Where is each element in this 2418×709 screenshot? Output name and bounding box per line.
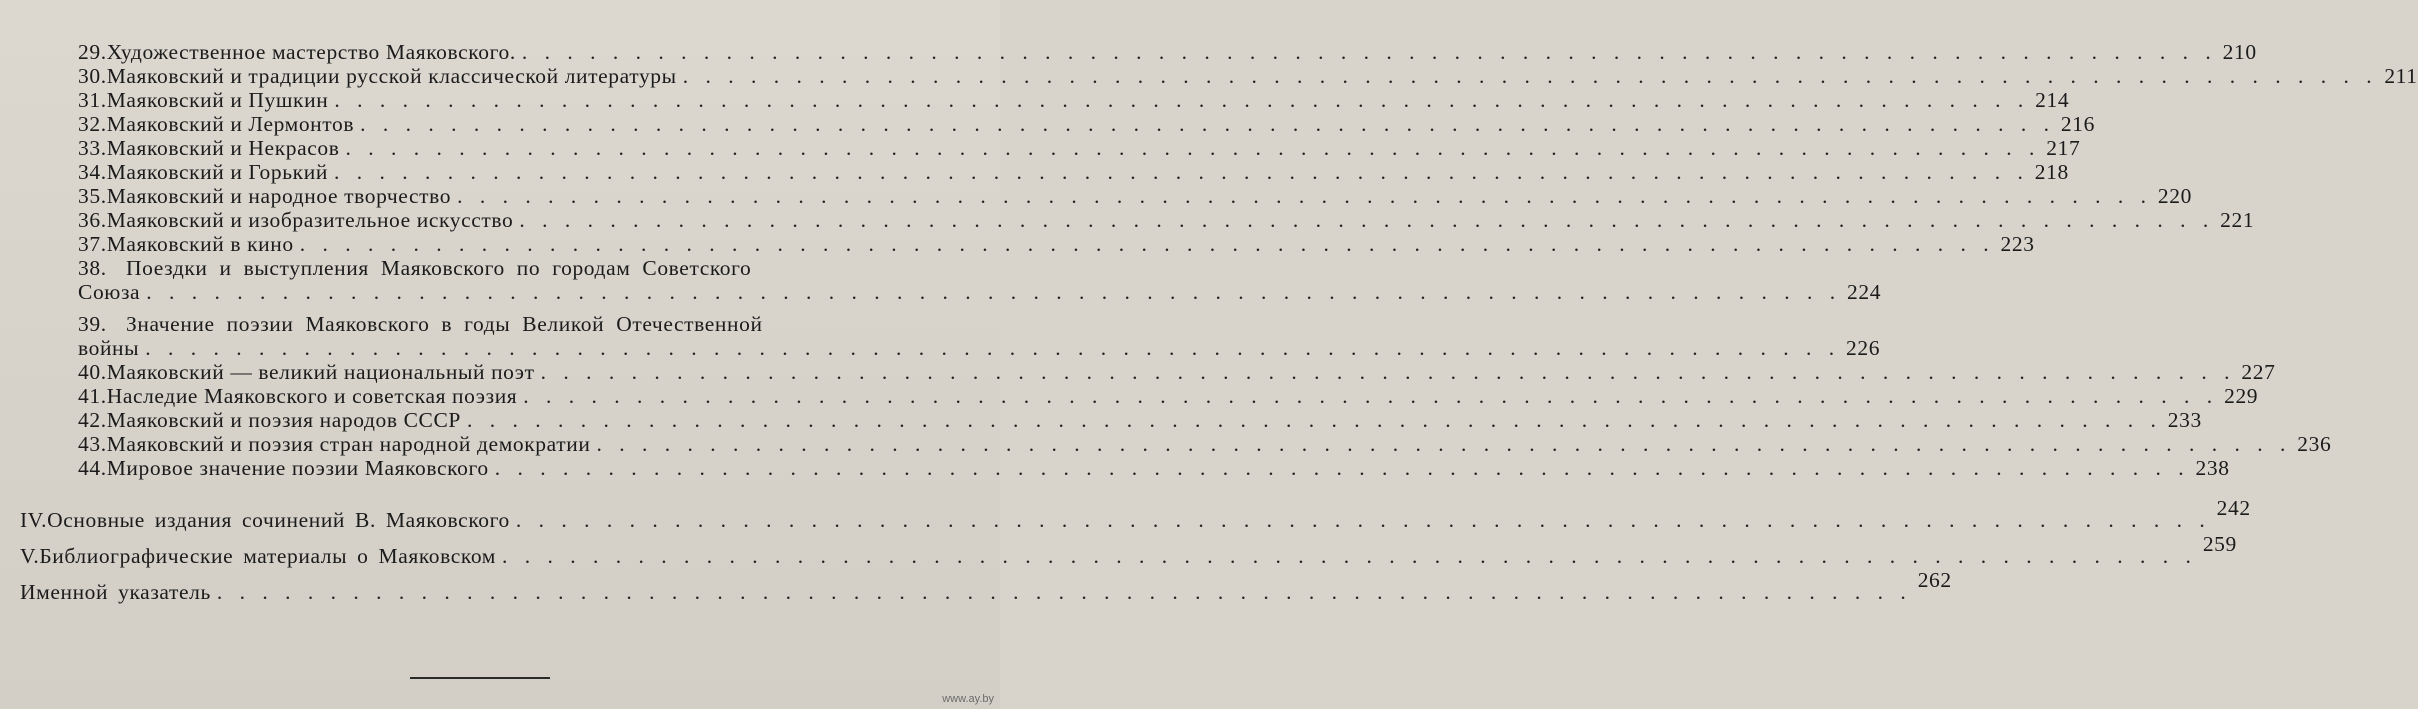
section-page-number: 242	[2216, 496, 2251, 520]
toc-entry	[78, 232, 2035, 256]
entry-page-number: 210	[2222, 40, 2257, 64]
toc-entry-line1	[78, 256, 910, 280]
leader-dots: . . . . . . . . . . . . . . . . . . . . . . . . . . . . . . . . . . . . . . . . . . . . . . . . . . . . . . . . . . . . . . . . . . . . . . . . . . .	[299, 232, 1995, 256]
entry-number: 44.	[78, 456, 107, 480]
leader-dots: . . . . . . . . . . . . . . . . . . . . . . . . . . . . . . . . . . . . . . . . . . . . . . . . . . . . . . . . . . . . . . . . . . . . . . . . . . .	[216, 580, 1912, 604]
toc-entry-line1	[78, 312, 910, 336]
entry-title: Маяковский и Некрасов	[106, 136, 340, 160]
entry-page-number: 216	[2060, 112, 2095, 136]
toc-entry	[78, 280, 1882, 304]
leader-dots: . . . . . . . . . . . . . . . . . . . . . . . . . . . . . . . . . . . . . . . . . . . . . . . . . . . . . . . . . . . . . . . . . . . . . . . . . . .	[596, 432, 2292, 456]
toc-entry	[78, 208, 2255, 232]
toc-entry	[78, 336, 1881, 360]
toc-entry	[78, 88, 2070, 112]
leader-dots: . . . . . . . . . . . . . . . . . . . . . . . . . . . . . . . . . . . . . . . . . . . . . . . . . . . . . . . . . . . . . . . . . . . . . . . . . . .	[540, 360, 2236, 384]
entry-page-number: 229	[2224, 384, 2259, 408]
leader-dots: . . . . . . . . . . . . . . . . . . . . . . . . . . . . . . . . . . . . . . . . . . . . . . . . . . . . . . . . . . . . . . . . . . . . . . . . . . .	[333, 160, 2029, 184]
entry-number: 41.	[78, 384, 107, 408]
toc-entry	[78, 408, 2202, 432]
entry-title: Маяковский в кино	[106, 232, 294, 256]
entry-title: Маяковский и Пушкин	[106, 88, 329, 112]
entry-title: Художественное мастерство Маяковского.	[106, 40, 516, 64]
leader-dots: . . . . . . . . . . . . . . . . . . . . . . . . . . . . . . . . . . . . . . . . . . . . . . . . . . . . . . . . . . . . . . . . . . . . . . . . . . .	[345, 136, 2041, 160]
entry-title: Маяковский и народное творчество	[106, 184, 452, 208]
entry-title: Наследие Маяковского и советская поэзия	[106, 384, 518, 408]
entry-page-number: 223	[2000, 232, 2035, 256]
entry-number: 43.	[78, 432, 107, 456]
watermark: www.ay.by	[942, 693, 994, 705]
toc-entry	[78, 456, 2230, 480]
entry-title: Маяковский и традиции русской классической литературы	[106, 64, 677, 88]
divider-rule	[410, 677, 550, 679]
leader-dots: . . . . . . . . . . . . . . . . . . . . . . . . . . . . . . . . . . . . . . . . . . . . . . . . . . . . . . . . . . . . . . . . . . . . . . . . . . .	[502, 544, 2197, 568]
entry-number: 40.	[78, 360, 107, 384]
toc-entry	[78, 432, 2332, 456]
section-number: IV.	[20, 508, 48, 532]
entry-number: 39.	[78, 312, 107, 336]
leader-dots: . . . . . . . . . . . . . . . . . . . . . . . . . . . . . . . . . . . . . . . . . . . . . . . . . . . . . . . . . . . . . . . . . . . . . . . . . . .	[457, 184, 2152, 208]
toc-entry	[78, 40, 2257, 64]
entry-page-number: 211	[2384, 64, 2418, 88]
leader-dots: . . . . . . . . . . . . . . . . . . . . . . . . . . . . . . . . . . . . . . . . . . . . . . . . . . . . . . . . . . . . . . . . . . . . . . . . . . .	[521, 40, 2217, 64]
section-page-number: 262	[1917, 568, 1952, 592]
entry-number: 42.	[78, 408, 107, 432]
toc-entry	[78, 136, 2081, 160]
entry-page-number: 218	[2034, 160, 2069, 184]
entry-title-line1: Значение поэзии Маяковского в годы Великой Отечественной	[126, 312, 763, 336]
entry-number: 38.	[78, 256, 107, 280]
entry-number: 35.	[78, 184, 107, 208]
entry-page-number: 233	[2167, 408, 2202, 432]
toc-entry	[78, 384, 2259, 408]
toc-entry	[78, 184, 2192, 208]
entry-number: 29.	[78, 40, 107, 64]
entry-title: Маяковский и Горький	[106, 160, 328, 184]
section-number: V.	[20, 544, 40, 568]
entry-page-number: 224	[1847, 280, 1882, 304]
entry-title: Маяковский — великий национальный поэт	[106, 360, 535, 384]
entry-page-number: 217	[2046, 136, 2081, 160]
entry-page-number: 221	[2220, 208, 2255, 232]
leader-dots: . . . . . . . . . . . . . . . . . . . . . . . . . . . . . . . . . . . . . . . . . . . . . . . . . . . . . . . . . . . . . . . . . . . . . . . . . . .	[466, 408, 2162, 432]
leader-dots: . . . . . . . . . . . . . . . . . . . . . . . . . . . . . . . . . . . . . . . . . . . . . . . . . . . . . . . . . . . . . . . . . . . . . . . . . . .	[682, 64, 2378, 88]
entry-title: войны	[78, 336, 140, 360]
entry-number: 34.	[78, 160, 107, 184]
entry-number: 32.	[78, 112, 107, 136]
entry-page-number: 238	[2195, 456, 2230, 480]
entry-page-number: 227	[2241, 360, 2276, 384]
section-page-number: 259	[2202, 532, 2237, 556]
entry-number: 33.	[78, 136, 107, 160]
toc-entry	[78, 360, 2276, 384]
entry-title: Маяковский и поэзия народов СССР	[106, 408, 461, 432]
entry-page-number: 220	[2157, 184, 2192, 208]
leader-dots: . . . . . . . . . . . . . . . . . . . . . . . . . . . . . . . . . . . . . . . . . . . . . . . . . . . . . . . . . . . . . . . . . . . . . . . . . . .	[334, 88, 2030, 112]
entry-page-number: 214	[2035, 88, 2070, 112]
toc-section	[20, 496, 2251, 532]
section-title: Основные издания сочинений В. Маяковского	[47, 508, 510, 532]
leader-dots: . . . . . . . . . . . . . . . . . . . . . . . . . . . . . . . . . . . . . . . . . . . . . . . . . . . . . . . . . . . . . . . . . . . . . . . . . . .	[523, 384, 2219, 408]
entry-number: 36.	[78, 208, 107, 232]
entry-title: Маяковский и Лермонтов	[106, 112, 355, 136]
entry-title: Мировое значение поэзии Маяковского	[106, 456, 489, 480]
toc-section	[20, 568, 1952, 604]
entry-page-number: 226	[1846, 336, 1881, 360]
entry-page-number: 236	[2297, 432, 2332, 456]
leader-dots: . . . . . . . . . . . . . . . . . . . . . . . . . . . . . . . . . . . . . . . . . . . . . . . . . . . . . . . . . . . . . . . . . . . . . . . . . . .	[360, 112, 2055, 136]
leader-dots: . . . . . . . . . . . . . . . . . . . . . . . . . . . . . . . . . . . . . . . . . . . . . . . . . . . . . . . . . . . . . . . . . . . . . . . . . . .	[519, 208, 2215, 232]
leader-dots: . . . . . . . . . . . . . . . . . . . . . . . . . . . . . . . . . . . . . . . . . . . . . . . . . . . . . . . . . . . . . . . . . . . . . . . . . . .	[515, 508, 2211, 532]
toc-section	[20, 532, 2237, 568]
entry-number: 37.	[78, 232, 107, 256]
leader-dots: . . . . . . . . . . . . . . . . . . . . . . . . . . . . . . . . . . . . . . . . . . . . . . . . . . . . . . . . . . . . . . . . . . . . . . . . . . .	[145, 336, 1841, 360]
leader-dots: . . . . . . . . . . . . . . . . . . . . . . . . . . . . . . . . . . . . . . . . . . . . . . . . . . . . . . . . . . . . . . . . . . . . . . . . . . .	[146, 280, 1842, 304]
entry-title: Маяковский и изобразительное искусство	[106, 208, 514, 232]
section-title: Библиографические материалы о Маяковском	[39, 544, 497, 568]
entry-title-line1: Поездки и выступления Маяковского по городам Советского	[126, 256, 752, 280]
toc-entry	[78, 112, 2095, 136]
leader-dots: . . . . . . . . . . . . . . . . . . . . . . . . . . . . . . . . . . . . . . . . . . . . . . . . . . . . . . . . . . . . . . . . . . . . . . . . . . .	[494, 456, 2190, 480]
entry-number: 30.	[78, 64, 107, 88]
entry-title: Маяковский и поэзия стран народной демократии	[106, 432, 591, 456]
toc-entry	[78, 160, 2069, 184]
entry-title: Союза	[78, 280, 141, 304]
section-title: Именной указатель	[20, 580, 211, 604]
toc-entry	[78, 64, 2418, 88]
entry-number: 31.	[78, 88, 107, 112]
